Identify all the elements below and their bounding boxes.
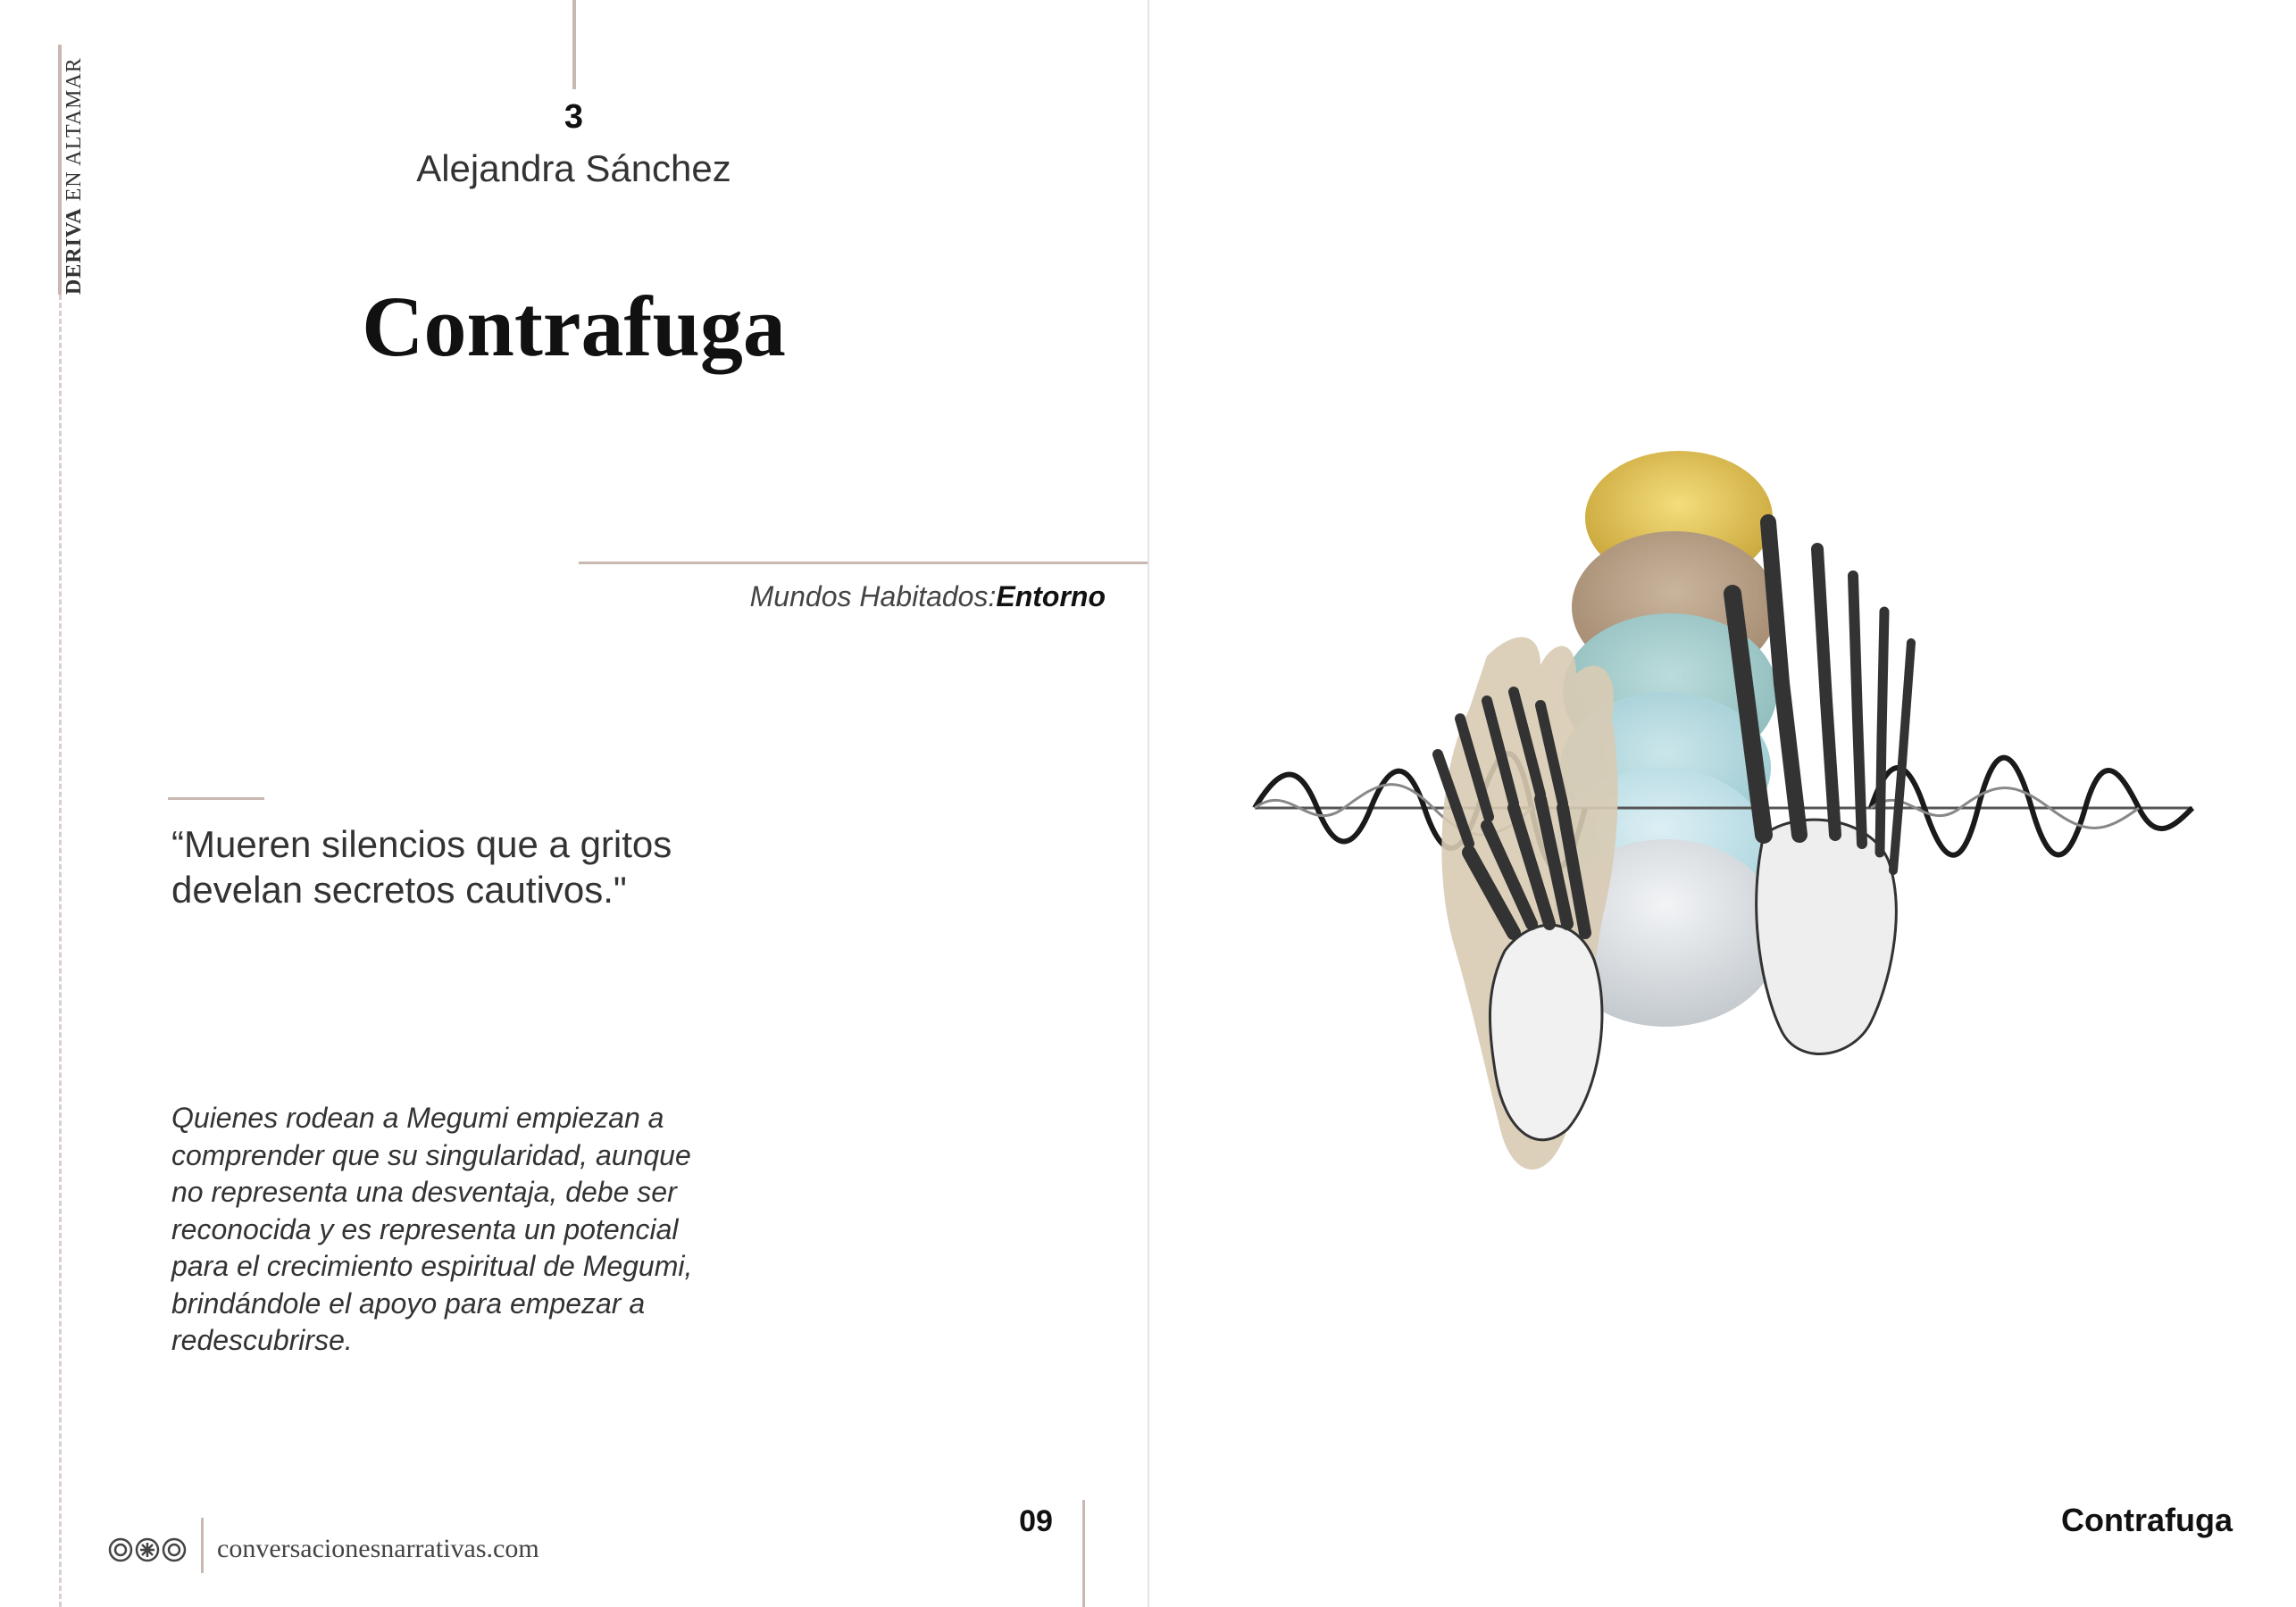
synopsis-line: comprender que su singularidad, aunque [171,1138,691,1171]
pull-quote-line: develan secretos cautivos." [171,869,627,911]
three-circle-logo-icon [107,1534,188,1566]
synopsis-line: reconocida y es representa un potencial [171,1212,679,1245]
synopsis-line: Quienes rodean a Megumi empiezan a [171,1102,664,1134]
running-title: Contrafuga [2061,1502,2233,1538]
synopsis-line: no representa una desventaja, debe ser [171,1176,677,1208]
section-name: Entorno [996,580,1106,612]
pull-quote [171,821,779,912]
synopsis-paragraph [171,1100,743,1360]
pull-quote-line: “Mueren silencios que a gritos [171,823,672,865]
synopsis-line: redescubrirse. [171,1324,353,1356]
footer-separator [201,1518,204,1573]
section-label-prefix: Mundos Habitados: [749,580,997,612]
synopsis-line: brindándole el apoyo para empezar a [171,1286,646,1320]
magazine-brand-vertical [63,54,125,295]
author-name: Alejandra Sánchez [416,147,731,189]
book-spine [1148,0,1149,1607]
page-number: 09 [1019,1504,1053,1538]
brand-rest: EN ALTAMAR [63,57,86,208]
website-url[interactable]: conversacionesnarrativas.com [217,1534,539,1563]
section-label [625,580,1106,613]
sidebar-rule [58,45,62,295]
quote-rule [168,797,264,800]
foot-skeleton-collage-illustration [1246,451,2197,1183]
brand-strong: DERIVA [63,207,86,295]
section-rule [579,562,1148,564]
synopsis-line: para el crecimiento espiritual de Megumi, [171,1250,693,1282]
margin-dashed-line [59,295,62,1607]
story-number: 3 [564,98,584,136]
page-number-rule [1082,1500,1085,1607]
story-title: Contrafuga [362,279,786,374]
header-top-rule [572,0,576,89]
